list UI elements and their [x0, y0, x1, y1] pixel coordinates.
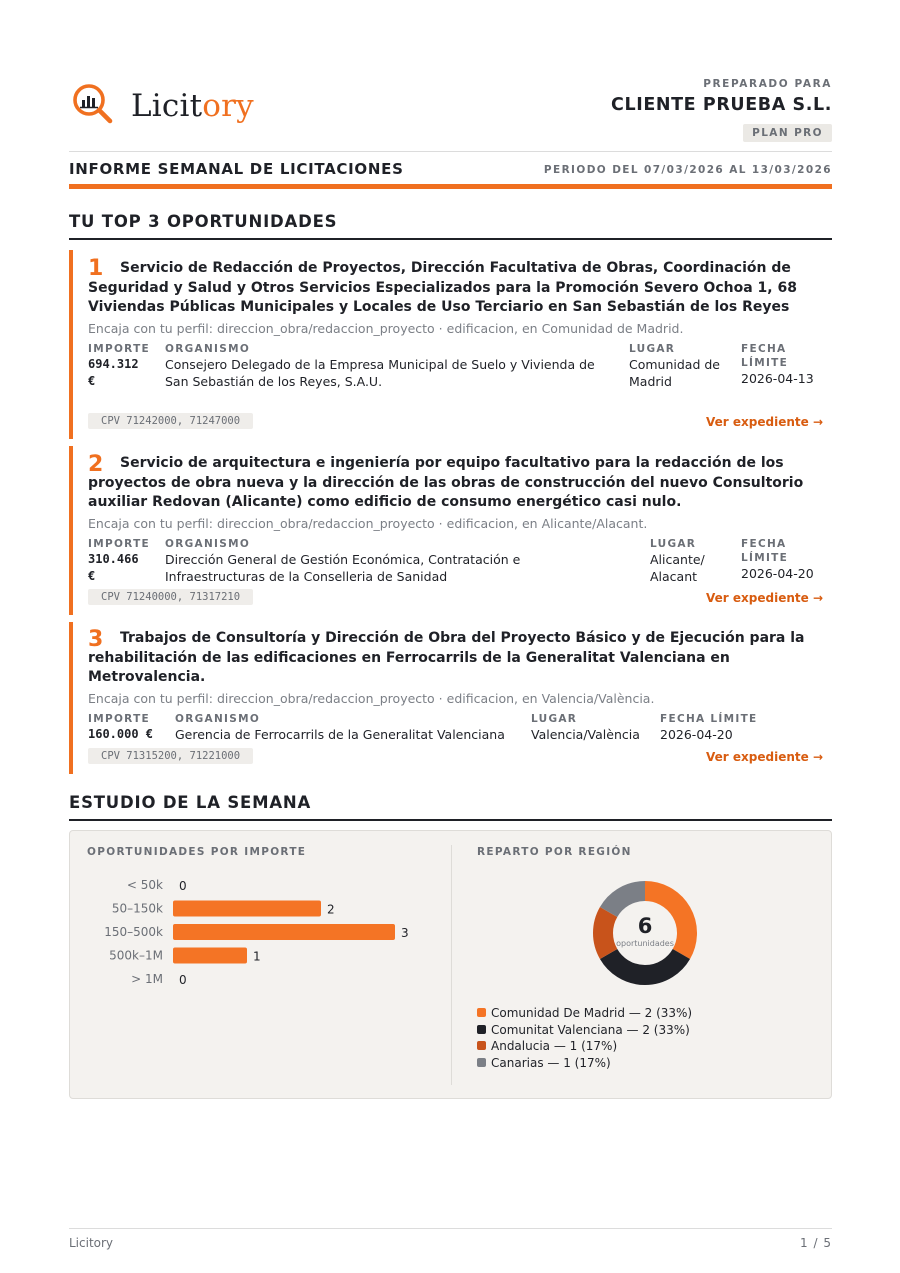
- region-donut-chart: [585, 873, 705, 993]
- organismo-label: ORGANISMO: [175, 712, 261, 725]
- bar-value-label: 1: [253, 949, 261, 964]
- fecha-label: FECHA LÍMITE: [660, 712, 758, 725]
- donut-slice: [609, 954, 682, 975]
- opportunity-match: Encaja con tu perfil: direccion_obra/redaccion_proyecto · edificacion, en Alicante/Alacant.: [88, 515, 648, 531]
- bar-category-label: 500k–1M: [109, 948, 163, 963]
- footer-brand: Licitory: [69, 1236, 114, 1250]
- prepared-for-block: [611, 78, 832, 142]
- bar-value-label: 3: [401, 926, 409, 940]
- header-divider: [69, 184, 832, 189]
- page-number: 1 / 5: [800, 1236, 832, 1250]
- opportunity-title[interactable]: Servicio de arquitectura e ingeniería por equipo facultativo para la redacción de los proyectos de obra nueva y la dirección de las obras de construcción del nuevo Consultorio auxiliar Redovan (Alicante) como edificio de consumo energético casi nulo.: [88, 455, 804, 510]
- bar-value-label: 2: [327, 902, 335, 917]
- legend-label: Comunidad De Madrid — 2 (33%): [491, 1006, 693, 1020]
- panel-divider: [451, 845, 452, 1085]
- bar-category-label: < 50k: [126, 878, 163, 892]
- legend-item: [477, 1055, 692, 1072]
- page-footer: [69, 1228, 832, 1250]
- importe-value: 310.466 €: [88, 551, 139, 583]
- opportunity-rank: 2: [88, 452, 104, 477]
- legend-label: Canarias — 1 (17%): [491, 1056, 611, 1071]
- bar-category-label: 50–150k: [111, 901, 163, 916]
- organismo-label: ORGANISMO: [165, 342, 251, 355]
- bar-category-label: > 1M: [131, 972, 163, 986]
- region-legend: [477, 1005, 692, 1072]
- prepared-for-label: PREPARADO PARA: [703, 78, 832, 90]
- fecha-value: 2026-04-20: [741, 565, 814, 581]
- donut-slice: [603, 912, 609, 954]
- study-section-title: ESTUDIO DE LA SEMANA: [69, 793, 832, 821]
- importe-label: IMPORTE: [88, 712, 151, 725]
- report-period: PERIODO DEL 07/03/2026 AL 13/03/2026: [543, 164, 832, 176]
- cpv-badge: CPV 71240000, 71317210: [88, 589, 253, 605]
- opportunity-rank: 3: [88, 627, 104, 652]
- lugar-value: Comunidad de Madrid: [629, 356, 720, 389]
- opportunity-meta: [88, 537, 823, 585]
- fecha-value: 2026-04-13: [741, 370, 814, 386]
- lugar-value: Alicante/ Alacant: [650, 551, 705, 584]
- donut-center-value: 6: [637, 914, 653, 938]
- importe-value: 160.000 €: [88, 726, 154, 741]
- report-page: [69, 0, 832, 1273]
- opportunity-card-2: [69, 446, 832, 615]
- region-chart-title: REPARTO POR REGIÓN: [477, 846, 632, 858]
- bar-value-label: 0: [179, 879, 187, 893]
- legend-label: Comunitat Valenciana — 2 (33%): [491, 1022, 690, 1037]
- opportunity-card-3: [69, 622, 832, 774]
- opportunity-match: Encaja con tu perfil: direccion_obra/redaccion_proyecto · edificacion, en Comunidad de Madrid.: [88, 320, 684, 336]
- fecha-label: FECHA LÍMITE: [741, 537, 789, 564]
- organismo-value: Dirección General de Gestión Económica, Contratación e Infraestructuras de la Conselleria de Sanidad: [165, 551, 521, 584]
- organismo-value: Consejero Delegado de la Empresa Municipal de Suelo y Vivienda de San Sebastián de los Reyes, S.A.U.: [165, 356, 595, 389]
- report-header: [69, 78, 832, 148]
- bar: [173, 948, 247, 964]
- client-name: CLIENTE PRUEBA S.L.: [611, 95, 832, 115]
- importe-label: IMPORTE: [88, 342, 151, 355]
- plan-badge: PLAN PRO: [743, 124, 832, 142]
- ver-expediente-link[interactable]: Ver expediente →: [706, 415, 823, 429]
- top-opportunities-title: TU TOP 3 OPORTUNIDADES: [69, 212, 832, 240]
- opportunity-card-1: [69, 250, 832, 439]
- opportunity-meta: [88, 342, 823, 390]
- amount-bar-chart: [70, 871, 440, 1011]
- cpv-badge: CPV 71315200, 71221000: [88, 748, 253, 764]
- bar: [173, 901, 321, 917]
- opportunity-match: Encaja con tu perfil: direccion_obra/redaccion_proyecto · edificacion, en Valencia/València.: [88, 690, 655, 706]
- legend-swatch: [477, 1008, 486, 1017]
- ver-expediente-link[interactable]: Ver expediente →: [706, 591, 823, 605]
- organismo-value: Gerencia de Ferrocarrils de la Generalitat Valenciana: [175, 726, 505, 742]
- donut-slice: [609, 891, 645, 912]
- lugar-label: LUGAR: [531, 712, 578, 725]
- ver-expediente-link[interactable]: Ver expediente →: [706, 750, 823, 764]
- bar-category-label: 150–500k: [104, 925, 163, 939]
- legend-item: [477, 1005, 692, 1022]
- magnifier-chart-icon: [71, 82, 115, 126]
- bar: [173, 924, 395, 940]
- legend-label: Andalucia — 1 (17%): [491, 1039, 618, 1054]
- donut-center-label: oportunidades: [616, 939, 674, 948]
- lugar-value: Valencia/València: [531, 726, 640, 742]
- legend-swatch: [477, 1025, 486, 1034]
- importe-value: 694.312 €: [88, 356, 139, 388]
- opportunity-rank: 1: [88, 256, 104, 281]
- bar-value-label: 0: [179, 973, 187, 987]
- organismo-label: ORGANISMO: [165, 537, 251, 550]
- legend-swatch: [477, 1058, 486, 1067]
- opportunity-meta: [88, 712, 823, 744]
- amount-chart-title: OPORTUNIDADES POR IMPORTE: [87, 846, 307, 858]
- opportunity-title[interactable]: Trabajos de Consultoría y Dirección de Obra del Proyecto Básico y de Ejecución para la rehabilitación de las edificaciones en Ferrocarrils de la Generalitat Valenciana en Metrovalencia.: [88, 630, 805, 685]
- opportunity-title[interactable]: Servicio de Redacción de Proyectos, Dirección Facultativa de Obras, Coordinación de Seguridad y Salud y Otros Servicios Especializados para la Promoción Severo Ochoa 1, 68 Viviendas Públicas Municipales y Locales de Uso Terciario en San Sebastián de los Reyes: [88, 260, 797, 315]
- legend-item: [477, 1038, 692, 1055]
- report-title: INFORME SEMANAL DE LICITACIONES: [69, 160, 404, 178]
- brand-wordmark: Licitory: [131, 88, 254, 124]
- lugar-label: LUGAR: [650, 537, 697, 550]
- fecha-label: FECHA LÍMITE: [741, 342, 789, 369]
- legend-item: [477, 1022, 692, 1039]
- lugar-label: LUGAR: [629, 342, 676, 355]
- fecha-value: 2026-04-20: [660, 726, 733, 742]
- study-panel: [69, 830, 832, 1099]
- legend-swatch: [477, 1041, 486, 1050]
- brand-logo[interactable]: [71, 82, 271, 130]
- cpv-badge: CPV 71242000, 71247000: [88, 413, 253, 429]
- importe-label: IMPORTE: [88, 537, 151, 550]
